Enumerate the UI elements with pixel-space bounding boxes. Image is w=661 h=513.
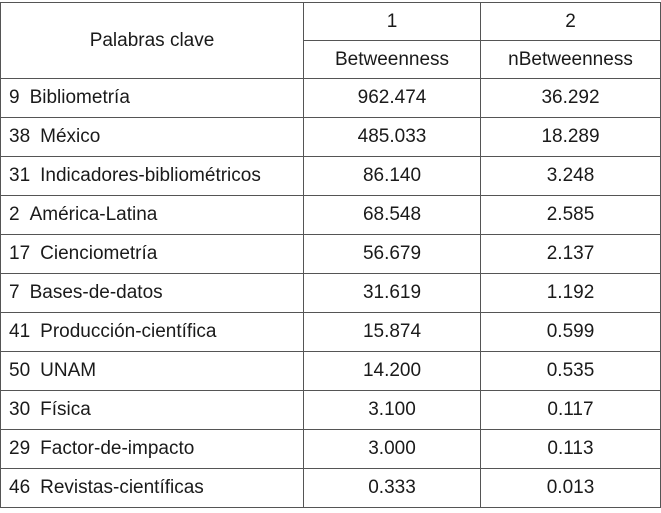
keyword-label: Indicadores-bibliométricos <box>40 165 261 186</box>
keyword-id: 29 <box>9 438 31 459</box>
keyword-id: 17 <box>9 243 31 264</box>
keyword-cell <box>1 235 304 274</box>
nbetweenness-value: 0.013 <box>481 469 661 508</box>
keyword-label: UNAM <box>40 360 97 381</box>
nbetweenness-value: 2.585 <box>481 196 661 235</box>
keyword-cell <box>1 391 304 430</box>
table-row <box>1 79 661 118</box>
keyword-label: Bibliometría <box>29 87 130 108</box>
keyword-column-header: Palabras clave <box>1 3 304 79</box>
keyword-label: Revistas-científicas <box>40 477 204 498</box>
keyword-id: 38 <box>9 126 31 147</box>
betweenness-value: 86.140 <box>304 157 481 196</box>
keyword-label: América-Latina <box>29 204 158 225</box>
betweenness-value: 3.100 <box>304 391 481 430</box>
keyword-cell <box>1 352 304 391</box>
keyword-cell <box>1 430 304 469</box>
table-body <box>1 79 661 508</box>
keyword-label: Física <box>40 399 91 420</box>
keyword-id: 50 <box>9 360 31 381</box>
betweenness-value: 31.619 <box>304 274 481 313</box>
keyword-cell <box>1 118 304 157</box>
table-header <box>1 3 661 79</box>
keyword-id: 7 <box>9 282 20 303</box>
nbetweenness-value: 2.137 <box>481 235 661 274</box>
nbetweenness-value: 0.535 <box>481 352 661 391</box>
betweenness-value: 3.000 <box>304 430 481 469</box>
table-row <box>1 469 661 508</box>
keyword-label: Cienciometría <box>40 243 158 264</box>
betweenness-value: 485.033 <box>304 118 481 157</box>
table-row <box>1 313 661 352</box>
keyword-cell <box>1 157 304 196</box>
nbetweenness-value: 36.292 <box>481 79 661 118</box>
keyword-id: 41 <box>9 321 31 342</box>
betweenness-value: 15.874 <box>304 313 481 352</box>
keyword-id: 31 <box>9 165 31 186</box>
betweenness-value: 56.679 <box>304 235 481 274</box>
keyword-label: Producción-científica <box>40 321 217 342</box>
keyword-id: 46 <box>9 477 31 498</box>
column-2-number: 2 <box>481 3 661 41</box>
table-row <box>1 274 661 313</box>
keyword-cell <box>1 196 304 235</box>
keyword-label: Bases-de-datos <box>29 282 163 303</box>
table-row <box>1 196 661 235</box>
nbetweenness-value: 3.248 <box>481 157 661 196</box>
betweenness-value: 68.548 <box>304 196 481 235</box>
keyword-id: 30 <box>9 399 31 420</box>
table-row <box>1 157 661 196</box>
betweenness-value: 0.333 <box>304 469 481 508</box>
column-1-number: 1 <box>304 3 481 41</box>
keyword-id: 2 <box>9 204 20 225</box>
header-row-numbers <box>1 3 661 41</box>
nbetweenness-value: 0.599 <box>481 313 661 352</box>
table-row <box>1 118 661 157</box>
betweenness-table <box>0 2 661 508</box>
nbetweenness-value: 18.289 <box>481 118 661 157</box>
keyword-cell <box>1 313 304 352</box>
nbetweenness-value: 1.192 <box>481 274 661 313</box>
nbetweenness-value: 0.117 <box>481 391 661 430</box>
keyword-label: Factor-de-impacto <box>40 438 195 459</box>
betweenness-value: 962.474 <box>304 79 481 118</box>
keyword-cell <box>1 79 304 118</box>
nbetweenness-column-header: nBetweenness <box>481 41 661 79</box>
table-row <box>1 430 661 469</box>
betweenness-column-header: Betweenness <box>304 41 481 79</box>
keyword-cell <box>1 274 304 313</box>
table-row <box>1 235 661 274</box>
table-row <box>1 391 661 430</box>
betweenness-value: 14.200 <box>304 352 481 391</box>
table-row <box>1 352 661 391</box>
keyword-id: 9 <box>9 87 20 108</box>
keyword-cell <box>1 469 304 508</box>
keyword-label: México <box>40 126 101 147</box>
nbetweenness-value: 0.113 <box>481 430 661 469</box>
